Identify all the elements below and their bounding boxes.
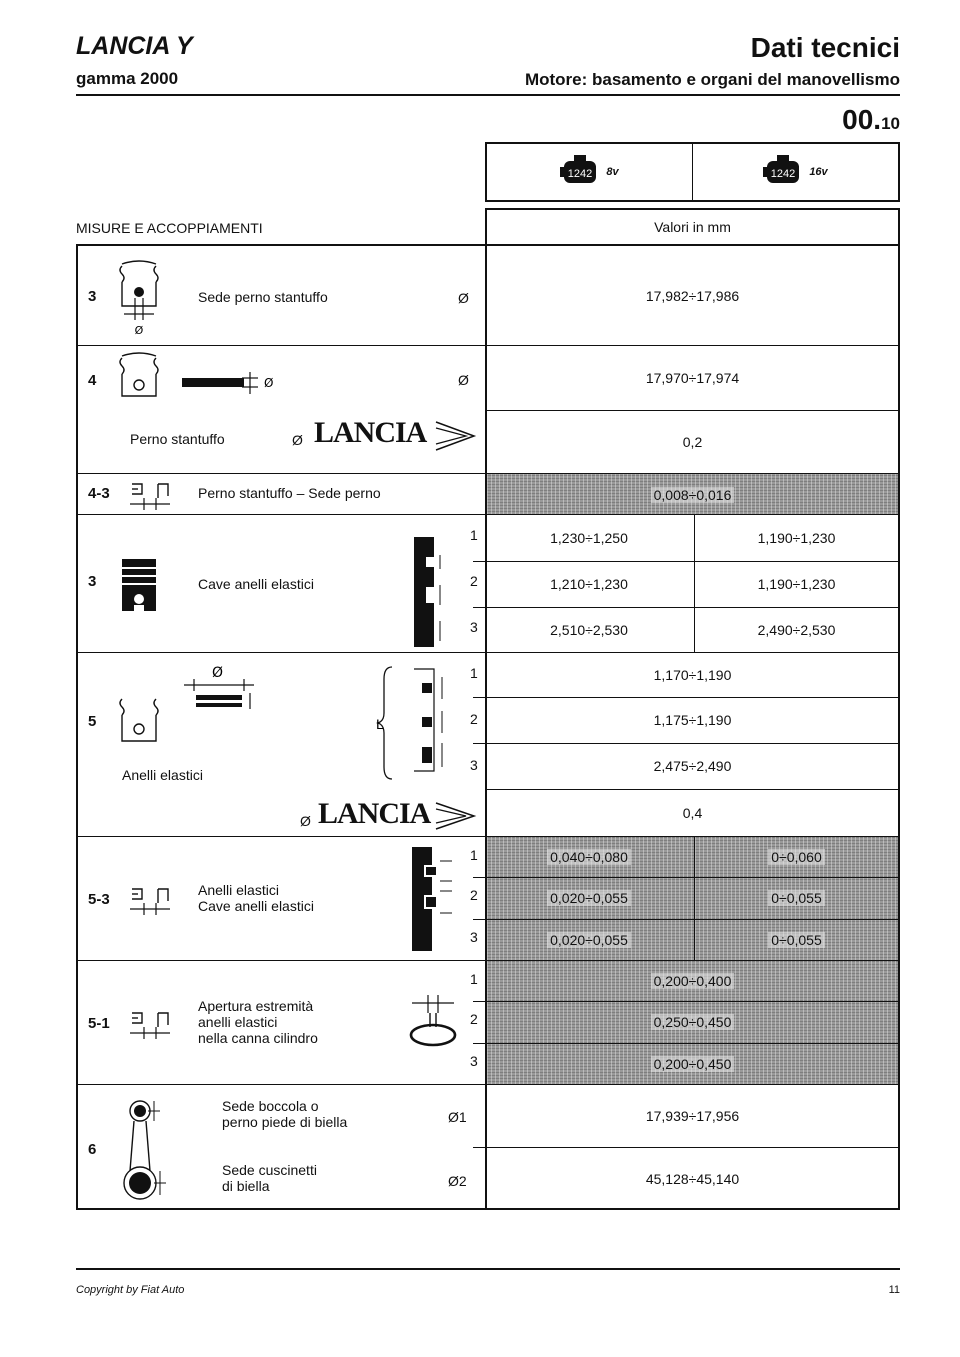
value-8v xyxy=(487,919,691,961)
row-value: 2,475÷2,490 xyxy=(653,758,732,774)
clearance-icon xyxy=(128,1009,188,1039)
row-value xyxy=(487,474,898,515)
ring-index: 1 xyxy=(470,971,478,987)
row-label: Cave anelli elastici xyxy=(198,576,314,592)
value-16v: 1,190÷1,230 xyxy=(757,530,836,546)
table-row xyxy=(78,652,898,836)
lancia-logo xyxy=(314,416,426,450)
value-text: 0,200÷0,450 xyxy=(651,1056,735,1072)
row-number: 5-3 xyxy=(88,891,110,908)
table-row xyxy=(78,473,898,514)
row-value: 1,175÷1,190 xyxy=(653,712,732,728)
ring-index: 1 xyxy=(470,665,478,681)
row-number: 6 xyxy=(88,1141,97,1158)
piston-pin-icon xyxy=(114,354,274,404)
ring-index: 2 xyxy=(470,887,478,903)
chevron-right-icon xyxy=(434,797,480,835)
row-label: Sede cuscinetti xyxy=(222,1162,317,1178)
table-row xyxy=(78,514,898,652)
value-8v: 1,210÷1,230 xyxy=(550,576,628,592)
column-divider xyxy=(485,246,487,1208)
table-row xyxy=(78,1084,898,1210)
logo-text: LANCIA xyxy=(314,416,427,449)
value-text: 0÷0,060 xyxy=(768,849,825,865)
value-16v: 2,490÷2,530 xyxy=(757,622,836,638)
value-text: 0,008÷0,016 xyxy=(651,487,735,503)
section-code xyxy=(842,104,900,136)
document-subtitle: Motore: basamento e organi del manovellismo xyxy=(524,70,900,89)
ring-index: 1 xyxy=(470,527,478,543)
header-rule xyxy=(76,94,900,96)
clearance-icon xyxy=(128,885,188,915)
ring-index: 3 xyxy=(470,929,478,945)
diameter-symbol: Ø xyxy=(458,372,469,388)
table-row xyxy=(78,345,898,473)
ring-index: 2 xyxy=(470,573,478,589)
header-left xyxy=(76,32,193,89)
engine-variant: 8v xyxy=(606,166,619,178)
value-text: 0,200÷0,400 xyxy=(651,973,735,989)
table-row xyxy=(78,246,898,345)
diameter-mark: Ø xyxy=(134,324,144,337)
row-value: 17,982÷17,986 xyxy=(645,287,740,304)
ring-index: 1 xyxy=(470,847,478,863)
logo-text: LANCIA xyxy=(318,797,431,830)
footer-rule xyxy=(76,1268,900,1270)
row-label: perno piede di biella xyxy=(222,1114,348,1130)
row-label: Perno stantuffo xyxy=(130,431,225,447)
value-16v: 1,190÷1,230 xyxy=(757,576,836,592)
row-label: Anelli elastici xyxy=(122,767,203,783)
piston-icon xyxy=(114,555,164,617)
piston-pin-seat-icon xyxy=(114,258,164,338)
engine-8v xyxy=(487,144,692,200)
ring-index: 3 xyxy=(470,757,478,773)
value-8v xyxy=(487,837,691,877)
brand-title: LANCIA Y xyxy=(76,32,193,60)
header-right xyxy=(525,32,900,90)
row-value: 1,170÷1,190 xyxy=(653,667,732,683)
value-text: 0,020÷0,055 xyxy=(547,890,631,906)
row-number: 4 xyxy=(88,372,97,389)
engine-16v xyxy=(692,144,898,200)
chevron-right-icon xyxy=(434,416,480,456)
value-8v: 2,510÷2,530 xyxy=(550,622,628,638)
ring-end-gap-icon xyxy=(408,991,462,1051)
length-label: L xyxy=(376,716,384,732)
row-label: Sede perno stantuffo xyxy=(198,289,328,305)
ring-index: 3 xyxy=(470,619,478,635)
page-number: 11 xyxy=(888,1284,900,1296)
ring-index: 2 xyxy=(470,711,478,727)
row-label: Cave anelli elastici xyxy=(198,898,314,914)
row-number: 4-3 xyxy=(88,485,110,502)
value-16v xyxy=(695,877,898,919)
engine-variant: 16v xyxy=(809,166,828,178)
row-label: Perno stantuffo – Sede perno xyxy=(198,485,381,501)
value-text: 0÷0,055 xyxy=(768,932,825,948)
section-title: MISURE E ACCOPPIAMENTI xyxy=(76,220,263,236)
lancia-logo xyxy=(318,797,430,831)
row-number: 5-1 xyxy=(88,1015,110,1032)
piston-rings-icon xyxy=(114,665,264,755)
units-label: Valori in mm xyxy=(485,208,900,244)
rings-in-grooves-icon xyxy=(408,847,460,951)
diameter-mark: Ø xyxy=(212,665,224,681)
engine-code: 1242 xyxy=(771,168,796,180)
engine-icon xyxy=(560,155,600,189)
engine-header xyxy=(485,142,900,202)
spec-table xyxy=(76,244,900,1210)
ring-grooves-icon xyxy=(410,537,460,647)
row-value xyxy=(487,961,898,1001)
diameter-symbol: Ø xyxy=(458,290,469,306)
value-16v xyxy=(695,837,898,877)
row-number: 3 xyxy=(88,288,97,305)
row-label: anelli elastici xyxy=(198,1014,278,1030)
row-number: 3 xyxy=(88,573,97,590)
ring-index: 2 xyxy=(470,1011,478,1027)
row-number: 5 xyxy=(88,713,97,730)
diameter-symbol: Ø xyxy=(292,432,303,448)
value-text: 0,250÷0,450 xyxy=(651,1014,735,1030)
value-8v xyxy=(487,877,691,919)
row-label: Sede boccola o xyxy=(222,1098,319,1114)
table-row xyxy=(78,836,898,960)
table-row xyxy=(78,960,898,1084)
diameter-symbol: Ø1 xyxy=(448,1109,467,1125)
row-value xyxy=(487,1043,898,1085)
section-code-suffix: 10 xyxy=(881,114,900,133)
engine-icon xyxy=(763,155,803,189)
row-label: Apertura estremità xyxy=(198,998,314,1014)
row-label: di biella xyxy=(222,1178,270,1194)
value-8v: 1,230÷1,250 xyxy=(550,530,628,546)
diameter-symbol: Ø xyxy=(300,813,311,829)
diameter-mark: Ø xyxy=(264,376,274,390)
section-code-main: 00. xyxy=(842,104,882,135)
row-value xyxy=(487,1001,898,1043)
row-value: 45,128÷45,140 xyxy=(645,1171,740,1187)
clearance-icon xyxy=(128,480,188,510)
document-title: Dati tecnici xyxy=(750,32,900,63)
row-value: 0,4 xyxy=(682,805,703,821)
ring-index: 3 xyxy=(470,1053,478,1069)
model-range: gamma 2000 xyxy=(76,69,179,88)
value-16v xyxy=(695,919,898,961)
row-label: Anelli elastici xyxy=(198,882,279,898)
copyright: Copyright by Fiat Auto xyxy=(76,1284,185,1296)
value-text: 0,040÷0,080 xyxy=(547,849,631,865)
value-text: 0÷0,055 xyxy=(768,890,825,906)
row-label: nella canna cilindro xyxy=(198,1030,318,1046)
row-value: 17,970÷17,974 xyxy=(645,370,740,386)
row-value: 17,939÷17,956 xyxy=(645,1108,740,1124)
connecting-rod-icon xyxy=(118,1095,188,1205)
engine-code: 1242 xyxy=(568,168,593,180)
value-text: 0,020÷0,055 xyxy=(547,932,631,948)
diameter-symbol: Ø2 xyxy=(448,1173,467,1189)
row-value: 0,2 xyxy=(682,434,703,450)
ring-thickness-icon xyxy=(378,663,463,783)
